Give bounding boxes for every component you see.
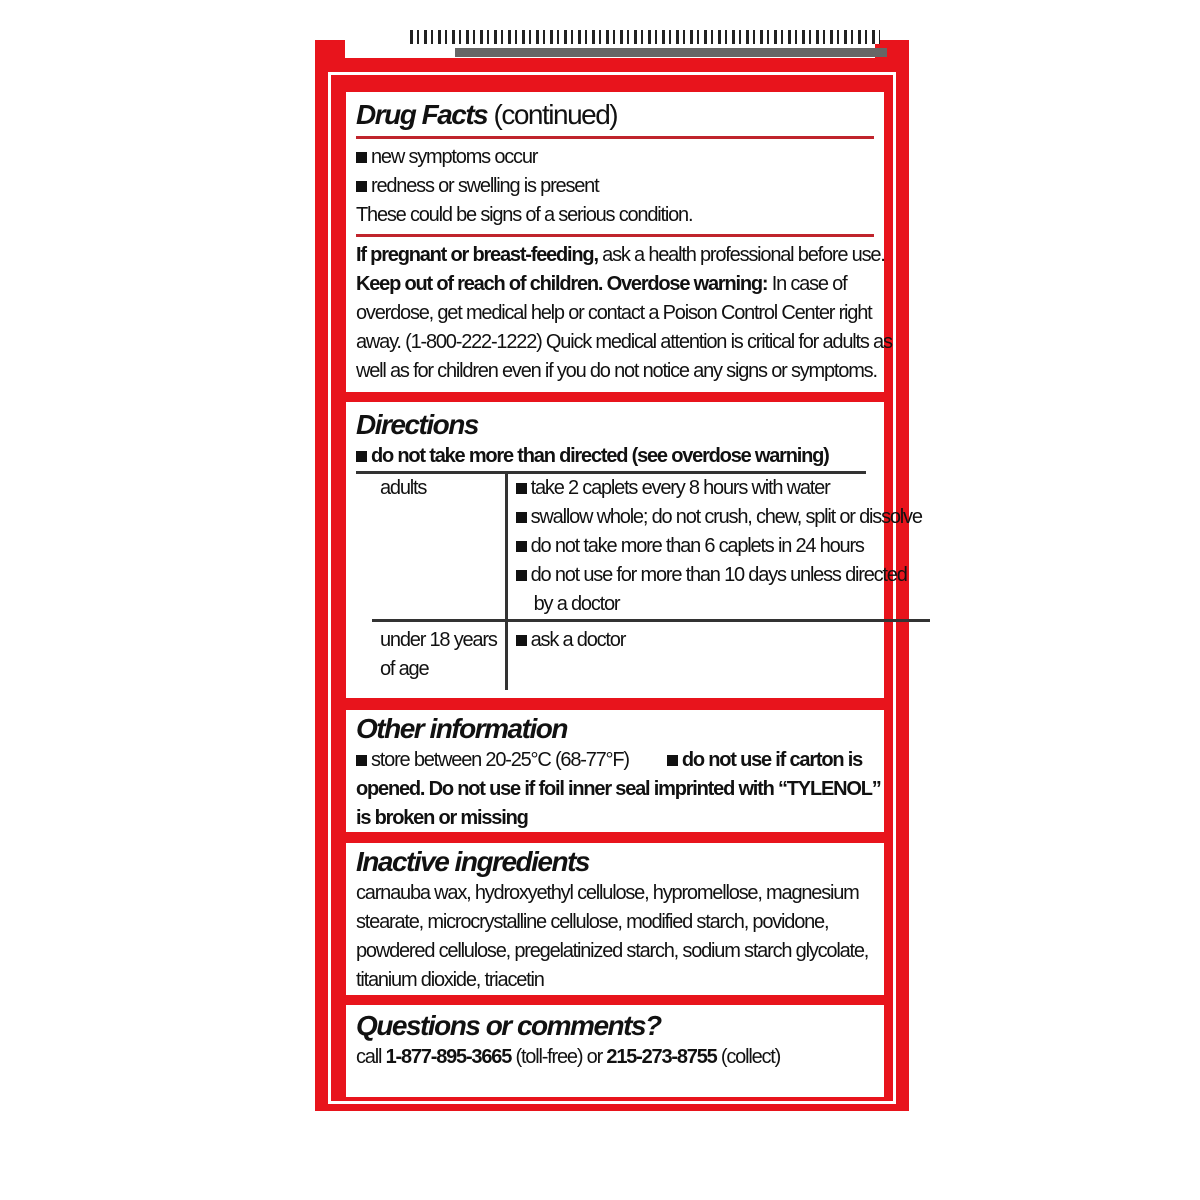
barcode	[410, 30, 880, 44]
questions-panel	[346, 1005, 884, 1097]
text-line: away. (1-800-222-1222) Quick medical attention is critical for adults as	[356, 331, 892, 353]
warnings-panel	[346, 92, 892, 392]
age-group: under 18 years of age	[372, 621, 506, 691]
text-line: stearate, microcrystalline cellulose, modified starch, povidone,	[356, 911, 829, 933]
section-heading: Directions	[356, 409, 478, 440]
list-item: new symptoms occur	[356, 143, 874, 172]
divider	[356, 234, 874, 237]
list-item: do not take more than 6 caplets in 24 hours	[516, 532, 922, 561]
text-line: store between 20-25°C (68-77°F) do not use if carton is	[356, 746, 874, 775]
text-line: carnauba wax, hydroxyethyl cellulose, hypromellose, magnesium	[356, 882, 859, 904]
list-item: ask a doctor	[506, 621, 930, 691]
directions-main: do not take more than directed (see overdose warning)	[356, 442, 866, 474]
inactive-ingredients-panel	[346, 843, 884, 995]
carton-edge-strip	[455, 48, 887, 57]
dosage-table	[372, 474, 930, 690]
text-line: is broken or missing	[356, 807, 528, 829]
table-row	[372, 621, 930, 691]
age-group: adults	[372, 474, 506, 621]
list-item: do not use for more than 10 days unless directed	[516, 561, 922, 590]
section-heading: Questions or comments?	[356, 1010, 661, 1041]
contact-line: call 1-877-895-3665 (toll-free) or 215-273-8755 (collect)	[356, 1046, 781, 1068]
drug-facts-title: Drug Facts (continued)	[356, 99, 618, 130]
list-item: take 2 caplets every 8 hours with water	[516, 474, 922, 503]
pregnancy-warning: If pregnant or breast-feeding, ask a health professional before use.	[356, 244, 885, 266]
directions-panel	[346, 402, 922, 698]
other-information-panel	[346, 710, 884, 832]
text-line: well as for children even if you do not notice any signs or symptoms.	[356, 360, 877, 382]
overdose-warning: Keep out of reach of children. Overdose warning: In case of	[356, 273, 847, 295]
text-line: overdose, get medical help or contact a Poison Control Center right	[356, 302, 872, 324]
list-item: redness or swelling is present	[356, 172, 874, 201]
text-line: titanium dioxide, triacetin	[356, 969, 544, 991]
text-line: opened. Do not use if foil inner seal imprinted with “TYLENOL”	[356, 778, 881, 800]
text-line: powdered cellulose, pregelatinized starch, sodium starch glycolate,	[356, 940, 869, 962]
list-item-continued: by a doctor	[533, 593, 620, 615]
section-heading: Other information	[356, 713, 567, 744]
list-item: swallow whole; do not crush, chew, split or dissolve	[516, 503, 922, 532]
table-row	[372, 474, 930, 621]
warning-note: These could be signs of a serious condition.	[356, 204, 693, 226]
divider	[356, 136, 874, 139]
section-heading: Inactive ingredients	[356, 846, 589, 877]
